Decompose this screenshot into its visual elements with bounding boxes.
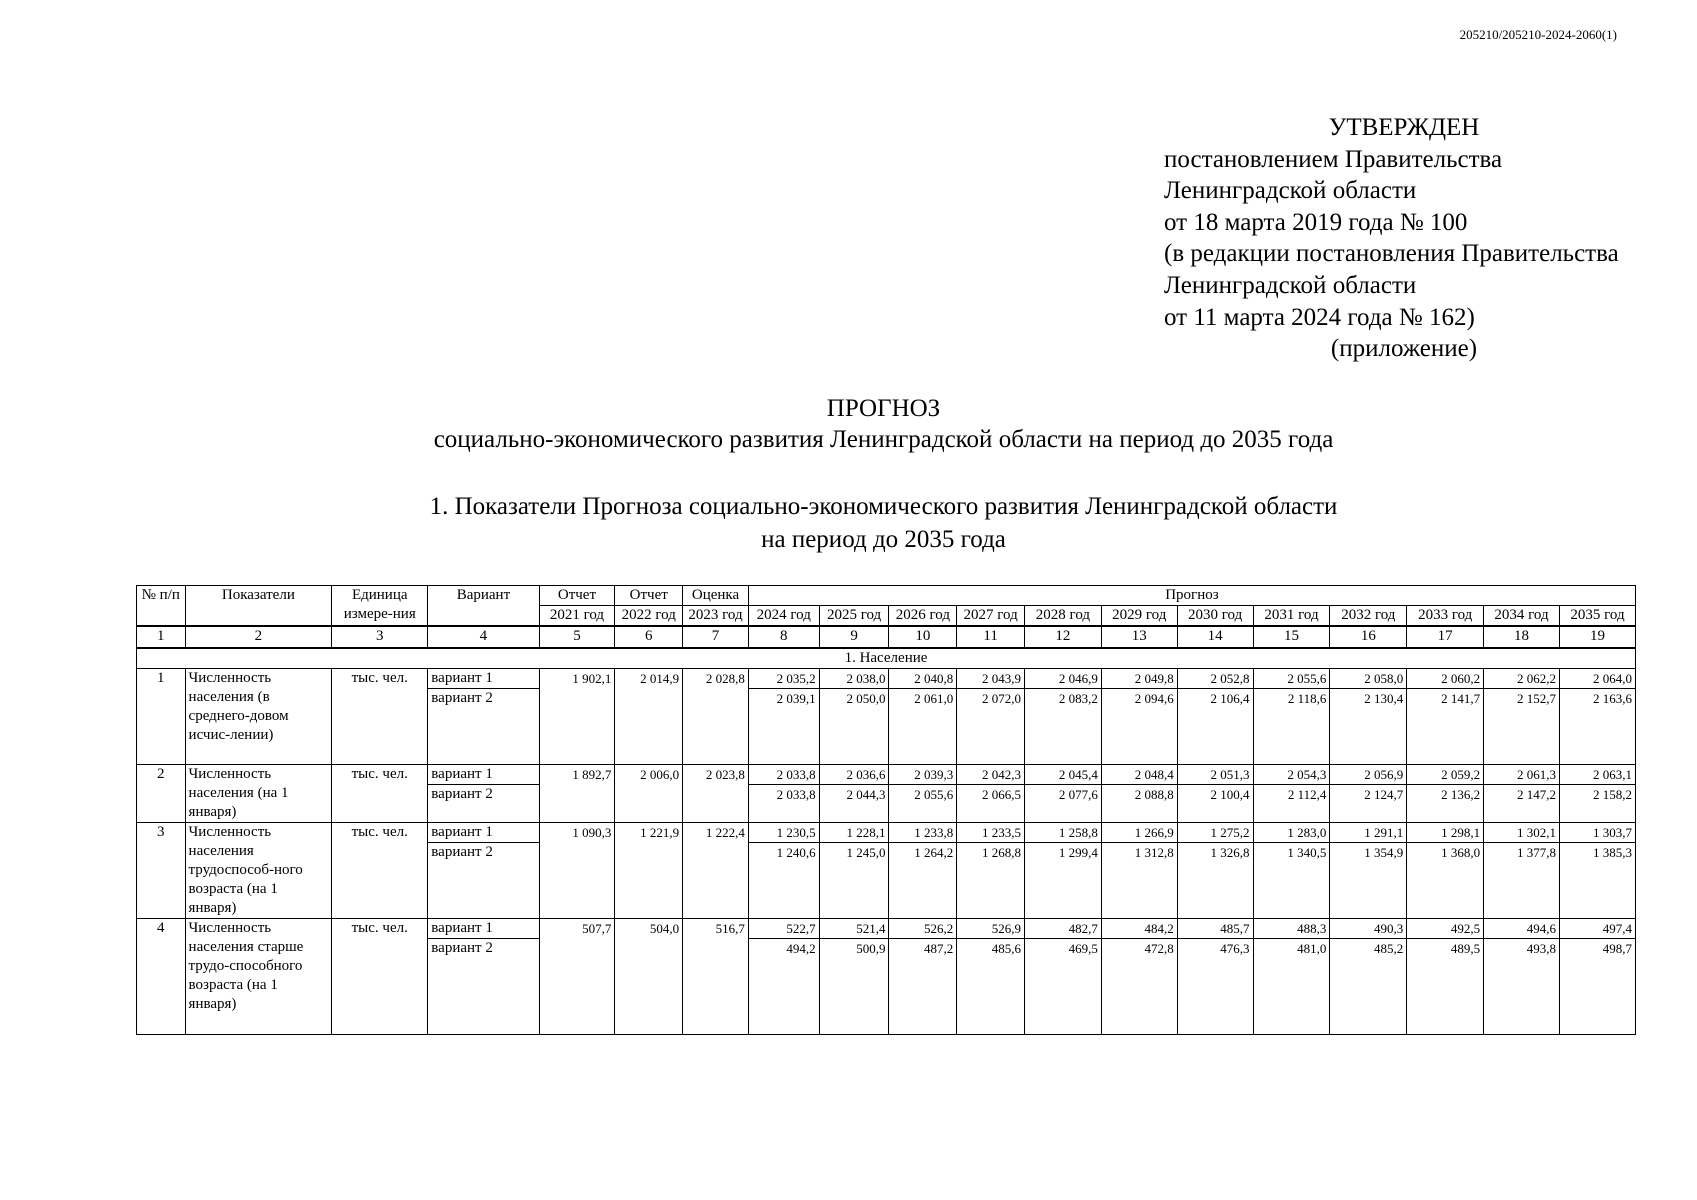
forecast-value-variant2: 2 039,1: [748, 689, 819, 765]
forecast-value-variant1: 2 035,2: [748, 669, 819, 689]
forecast-value-variant1: 2 054,3: [1253, 765, 1330, 785]
forecast-value-variant1: 2 045,4: [1024, 765, 1101, 785]
history-value: 2 014,9: [615, 669, 683, 765]
forecast-value-variant2: 2 163,6: [1559, 689, 1635, 765]
header-estimate: Оценка: [683, 586, 749, 606]
forecast-value-variant2: 2 061,0: [889, 689, 957, 765]
header-year: 2022 год: [615, 606, 683, 627]
column-number: 17: [1407, 626, 1484, 648]
approval-heading: УТВЕРЖДЕН: [1328, 114, 1480, 141]
column-number: 11: [957, 626, 1025, 648]
forecast-value-variant2: 500,9: [819, 939, 889, 1035]
row-number: 4: [137, 919, 186, 1035]
forecast-value-variant1: 2 039,3: [889, 765, 957, 785]
column-number: 8: [748, 626, 819, 648]
forecast-value-variant2: 2 106,4: [1177, 689, 1253, 765]
table-title-line: на период до 2035 года: [761, 526, 1006, 553]
table-row: [137, 823, 1636, 843]
forecast-value-variant2: 2 066,5: [957, 785, 1025, 823]
forecast-value-variant1: 1 283,0: [1253, 823, 1330, 843]
forecast-value-variant1: 2 060,2: [1407, 669, 1484, 689]
forecast-value-variant1: 522,7: [748, 919, 819, 939]
forecast-value-variant1: 2 049,8: [1101, 669, 1177, 689]
forecast-value-variant1: 2 058,0: [1330, 669, 1407, 689]
forecast-value-variant1: 2 055,6: [1253, 669, 1330, 689]
unit-cell: тыс. чел.: [332, 765, 428, 823]
history-value: 2 023,8: [683, 765, 749, 823]
header-report: Отчет: [615, 586, 683, 606]
approval-footer: (приложение): [1330, 335, 1478, 363]
forecast-value-variant2: 1 340,5: [1253, 843, 1330, 919]
history-value: 504,0: [615, 919, 683, 1035]
forecast-value-variant2: 2 100,4: [1177, 785, 1253, 823]
history-value: 2 006,0: [615, 765, 683, 823]
forecast-value-variant2: 1 299,4: [1024, 843, 1101, 919]
history-value: 516,7: [683, 919, 749, 1035]
header-year: 2024 год: [748, 606, 819, 627]
header-year: 2025 год: [819, 606, 889, 627]
forecast-value-variant1: 1 228,1: [819, 823, 889, 843]
forecast-value-variant2: 2 141,7: [1407, 689, 1484, 765]
forecast-value-variant2: 2 130,4: [1330, 689, 1407, 765]
variant-label: вариант 2: [428, 689, 539, 765]
forecast-value-variant2: 2 072,0: [957, 689, 1025, 765]
header-unit: Единица измере-ния: [332, 586, 428, 627]
forecast-value-variant1: 2 038,0: [819, 669, 889, 689]
forecast-value-variant1: 2 051,3: [1177, 765, 1253, 785]
forecast-value-variant2: 2 136,2: [1407, 785, 1484, 823]
history-value: 507,7: [539, 919, 615, 1035]
forecast-value-variant1: 2 056,9: [1330, 765, 1407, 785]
forecast-value-variant2: 485,2: [1330, 939, 1407, 1035]
forecast-value-variant2: 493,8: [1484, 939, 1560, 1035]
forecast-value-variant1: 1 233,8: [889, 823, 957, 843]
approval-line: Ленинградской области: [1164, 177, 1417, 205]
column-number: 12: [1024, 626, 1101, 648]
header-indicator: Показатели: [185, 586, 332, 627]
header-year: 2030 год: [1177, 606, 1253, 627]
history-value: 1 222,4: [683, 823, 749, 919]
forecast-value-variant1: 484,2: [1101, 919, 1177, 939]
forecast-value-variant1: 2 043,9: [957, 669, 1025, 689]
approval-stamp-block: [1164, 112, 1644, 365]
forecast-value-variant2: 2 033,8: [748, 785, 819, 823]
forecast-value-variant1: 482,7: [1024, 919, 1101, 939]
forecast-value-variant1: 526,2: [889, 919, 957, 939]
variant-label: вариант 1: [428, 823, 539, 843]
header-variant: Вариант: [428, 586, 539, 627]
forecast-value-variant1: 1 258,8: [1024, 823, 1101, 843]
column-number: 13: [1101, 626, 1177, 648]
forecast-value-variant2: 2 044,3: [819, 785, 889, 823]
variant-label: вариант 2: [428, 843, 539, 919]
forecast-value-variant1: 2 042,3: [957, 765, 1025, 785]
forecast-value-variant2: 2 055,6: [889, 785, 957, 823]
forecast-value-variant1: 526,9: [957, 919, 1025, 939]
forecast-value-variant1: 2 040,8: [889, 669, 957, 689]
forecast-value-variant1: 2 061,3: [1484, 765, 1560, 785]
column-number: 2: [185, 626, 332, 648]
forecast-value-variant2: 481,0: [1253, 939, 1330, 1035]
header-year: 2034 год: [1484, 606, 1560, 627]
forecast-value-variant2: 476,3: [1177, 939, 1253, 1035]
forecast-table: [136, 585, 1636, 1035]
column-number: 9: [819, 626, 889, 648]
header-year: 2035 год: [1559, 606, 1635, 627]
column-number: 4: [428, 626, 539, 648]
forecast-value-variant1: 497,4: [1559, 919, 1635, 939]
forecast-value-variant1: 1 275,2: [1177, 823, 1253, 843]
document-title-line: социально-экономического развития Ленинградской области на период до 2035 года: [433, 426, 1334, 453]
column-number: 5: [539, 626, 615, 648]
forecast-value-variant2: 1 245,0: [819, 843, 889, 919]
forecast-value-variant2: 2 083,2: [1024, 689, 1101, 765]
forecast-value-variant2: 487,2: [889, 939, 957, 1035]
history-value: 1 090,3: [539, 823, 615, 919]
history-value: 1 892,7: [539, 765, 615, 823]
header-year: 2023 год: [683, 606, 749, 627]
forecast-value-variant1: 2 048,4: [1101, 765, 1177, 785]
forecast-value-variant1: 2 064,0: [1559, 669, 1635, 689]
column-number: 18: [1484, 626, 1560, 648]
indicator-name: Численность населения трудоспособ-ного возраста (на 1 января): [185, 823, 332, 919]
row-number: 3: [137, 823, 186, 919]
forecast-value-variant2: 494,2: [748, 939, 819, 1035]
forecast-value-variant2: 2 088,8: [1101, 785, 1177, 823]
table-title-line: 1. Показатели Прогноза социально-экономического развития Ленинградской области: [429, 493, 1338, 520]
forecast-value-variant2: 1 312,8: [1101, 843, 1177, 919]
forecast-value-variant2: 2 077,6: [1024, 785, 1101, 823]
header-year: 2033 год: [1407, 606, 1484, 627]
forecast-value-variant2: 1 354,9: [1330, 843, 1407, 919]
variant-label: вариант 1: [428, 765, 539, 785]
header-year: 2029 год: [1101, 606, 1177, 627]
approval-line: (в редакции постановления Правительства: [1164, 240, 1619, 268]
forecast-value-variant1: 2 033,8: [748, 765, 819, 785]
approval-line: от 11 марта 2024 года № 162): [1164, 303, 1475, 331]
forecast-value-variant1: 1 298,1: [1407, 823, 1484, 843]
forecast-value-variant1: 1 291,1: [1330, 823, 1407, 843]
unit-cell: тыс. чел.: [332, 669, 428, 765]
table-title: [0, 490, 1697, 556]
forecast-value-variant1: 488,3: [1253, 919, 1330, 939]
history-value: 1 902,1: [539, 669, 615, 765]
table-row: [137, 919, 1636, 939]
forecast-value-variant2: 2 118,6: [1253, 689, 1330, 765]
history-value: 2 028,8: [683, 669, 749, 765]
variant-label: вариант 1: [428, 919, 539, 939]
forecast-value-variant1: 2 063,1: [1559, 765, 1635, 785]
unit-cell: тыс. чел.: [332, 823, 428, 919]
forecast-value-variant1: 2 046,9: [1024, 669, 1101, 689]
forecast-value-variant2: 1 268,8: [957, 843, 1025, 919]
column-number: 10: [889, 626, 957, 648]
unit-cell: тыс. чел.: [332, 919, 428, 1035]
table-row: [137, 669, 1636, 689]
header-year: 2032 год: [1330, 606, 1407, 627]
column-number: 14: [1177, 626, 1253, 648]
history-value: 1 221,9: [615, 823, 683, 919]
forecast-value-variant2: 1 385,3: [1559, 843, 1635, 919]
forecast-value-variant1: 1 303,7: [1559, 823, 1635, 843]
forecast-value-variant2: 2 147,2: [1484, 785, 1560, 823]
approval-line: от 18 марта 2019 года № 100: [1164, 208, 1468, 236]
forecast-value-variant2: 489,5: [1407, 939, 1484, 1035]
header-year: 2026 год: [889, 606, 957, 627]
forecast-value-variant1: 490,3: [1330, 919, 1407, 939]
forecast-value-variant2: 2 158,2: [1559, 785, 1635, 823]
column-number: 6: [615, 626, 683, 648]
header-report: Отчет: [539, 586, 615, 606]
forecast-value-variant2: 2 112,4: [1253, 785, 1330, 823]
forecast-value-variant2: 469,5: [1024, 939, 1101, 1035]
column-number: 16: [1330, 626, 1407, 648]
indicator-name: Численность населения (в среднего-довом исчис-лении): [185, 669, 332, 765]
forecast-value-variant2: 498,7: [1559, 939, 1635, 1035]
column-number: 19: [1559, 626, 1635, 648]
forecast-value-variant1: 2 059,2: [1407, 765, 1484, 785]
forecast-value-variant2: 485,6: [957, 939, 1025, 1035]
section-heading: 1. Население: [137, 648, 1636, 669]
forecast-value-variant1: 1 302,1: [1484, 823, 1560, 843]
column-number: 15: [1253, 626, 1330, 648]
forecast-value-variant1: 2 062,2: [1484, 669, 1560, 689]
row-number: 1: [137, 669, 186, 765]
column-number: 1: [137, 626, 186, 648]
document-title: [0, 393, 1697, 455]
forecast-value-variant2: 2 050,0: [819, 689, 889, 765]
table-row: [137, 765, 1636, 785]
forecast-value-variant2: 1 264,2: [889, 843, 957, 919]
forecast-value-variant1: 1 230,5: [748, 823, 819, 843]
forecast-value-variant2: 1 368,0: [1407, 843, 1484, 919]
forecast-value-variant2: 1 326,8: [1177, 843, 1253, 919]
forecast-value-variant2: 1 240,6: [748, 843, 819, 919]
forecast-value-variant1: 2 036,6: [819, 765, 889, 785]
approval-line: постановлением Правительства: [1164, 145, 1503, 173]
document-registration-number: 205210/205210-2024-2060(1): [1459, 27, 1617, 42]
forecast-value-variant1: 485,7: [1177, 919, 1253, 939]
forecast-value-variant1: 494,6: [1484, 919, 1560, 939]
forecast-value-variant2: 2 124,7: [1330, 785, 1407, 823]
column-number: 7: [683, 626, 749, 648]
indicator-name: Численность населения (на 1 января): [185, 765, 332, 823]
forecast-value-variant2: 2 152,7: [1484, 689, 1560, 765]
forecast-value-variant1: 1 266,9: [1101, 823, 1177, 843]
variant-label: вариант 2: [428, 939, 539, 1035]
header-year: 2028 год: [1024, 606, 1101, 627]
forecast-value-variant2: 2 094,6: [1101, 689, 1177, 765]
variant-label: вариант 2: [428, 785, 539, 823]
forecast-value-variant2: 472,8: [1101, 939, 1177, 1035]
header-year: 2027 год: [957, 606, 1025, 627]
header-num: № п/п: [137, 586, 186, 627]
header-year: 2031 год: [1253, 606, 1330, 627]
indicator-name: Численность населения старше трудо-способного возраста (на 1 января): [185, 919, 332, 1035]
document-title-line: ПРОГНОЗ: [826, 395, 941, 422]
column-number: 3: [332, 626, 428, 648]
forecast-value-variant2: 1 377,8: [1484, 843, 1560, 919]
row-number: 2: [137, 765, 186, 823]
header-year: 2021 год: [539, 606, 615, 627]
forecast-value-variant1: 2 052,8: [1177, 669, 1253, 689]
forecast-value-variant1: 492,5: [1407, 919, 1484, 939]
approval-line: Ленинградской области: [1164, 271, 1417, 299]
forecast-value-variant1: 1 233,5: [957, 823, 1025, 843]
header-forecast: Прогноз: [748, 586, 1635, 606]
forecast-value-variant1: 521,4: [819, 919, 889, 939]
variant-label: вариант 1: [428, 669, 539, 689]
